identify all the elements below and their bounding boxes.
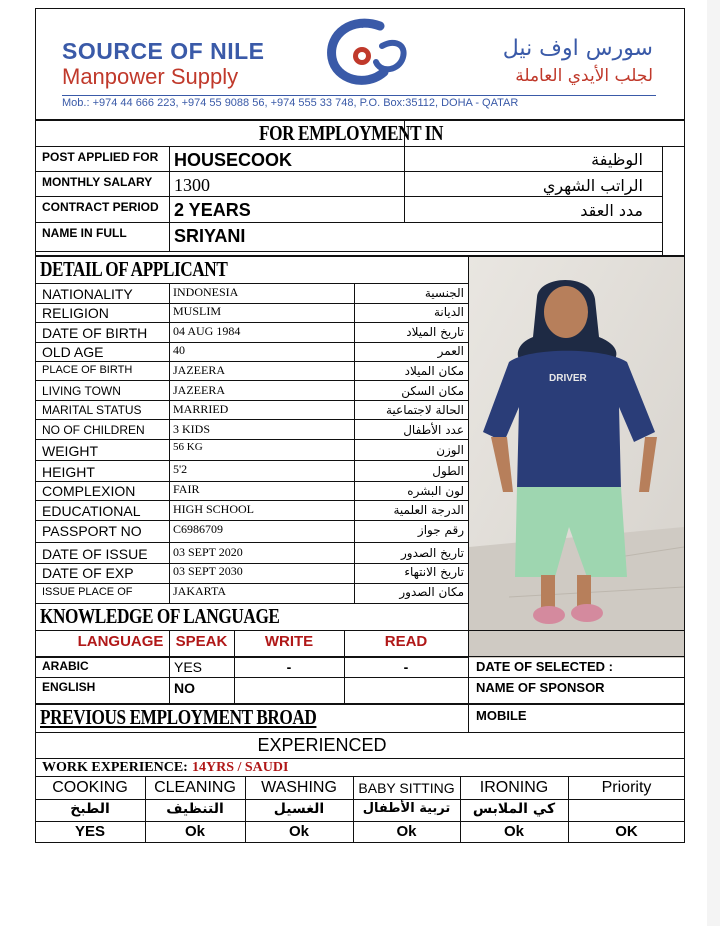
row-rule bbox=[35, 481, 468, 482]
contract-period-value: 2 YEARS bbox=[174, 200, 251, 220]
religion-label: RELIGION bbox=[42, 305, 109, 321]
write-col-header: WRITE bbox=[264, 633, 314, 650]
education-value: HIGH SCHOOL bbox=[173, 502, 254, 516]
row-rule bbox=[35, 400, 468, 401]
full-name-value: SRIYANI bbox=[174, 226, 246, 246]
skill-row-rule bbox=[35, 821, 685, 822]
row-rule bbox=[35, 583, 468, 584]
nationality-label: NATIONALITY bbox=[42, 286, 133, 302]
applicant-title: DETAIL OF APPLICANT bbox=[40, 257, 228, 281]
language-col-header: LANGUAGE bbox=[77, 633, 164, 650]
ironing-label: IRONING bbox=[479, 779, 549, 796]
header-divider bbox=[62, 95, 656, 96]
cleaning-ar: التنظيف bbox=[166, 801, 224, 817]
marital-status-label: MARITAL STATUS bbox=[42, 403, 142, 417]
ironing-ar: كي الملابس bbox=[472, 801, 556, 817]
education-ar: الدرجة العلمية bbox=[393, 503, 464, 517]
age-value: 40 bbox=[173, 343, 185, 357]
complexion-label: COMPLEXION bbox=[42, 483, 136, 499]
nationality-value: INDONESIA bbox=[173, 285, 239, 299]
language-english: ENGLISH bbox=[42, 680, 96, 694]
post-applied-value: HOUSECOOK bbox=[174, 150, 293, 170]
contract-period-label: CONTRACT PERIOD bbox=[42, 200, 159, 214]
prev-rule bbox=[35, 732, 685, 733]
row-rule bbox=[35, 342, 468, 343]
mobile-divider bbox=[468, 704, 469, 732]
language-title: KNOWLEDGE OF LANGUAGE bbox=[40, 604, 280, 628]
employment-row-rule bbox=[35, 171, 662, 172]
speak-col-header: SPEAK bbox=[175, 633, 228, 650]
washing-ar: الغسيل bbox=[273, 801, 325, 817]
washing-value: Ok bbox=[288, 823, 309, 840]
weight-value: 56 KG bbox=[173, 441, 203, 453]
employment-col-rule-2 bbox=[404, 121, 405, 223]
row-rule bbox=[35, 322, 468, 323]
issue-place-label: ISSUE PLACE OF bbox=[42, 586, 133, 598]
dob-ar: تاريخ الميلاد bbox=[406, 325, 464, 339]
ironing-value: Ok bbox=[503, 823, 524, 840]
prev-rule bbox=[35, 758, 685, 759]
contract-period-ar: مدد العقد bbox=[580, 201, 643, 220]
monthly-salary-value: 1300 bbox=[174, 175, 210, 195]
row-rule bbox=[35, 303, 468, 304]
contact-line: Mob.: +974 44 666 223, +974 55 9088 56, +974 555 33 748, P.O. Box:35112, DOHA - QATAR bbox=[62, 97, 519, 109]
applicant-col-rule-2 bbox=[354, 283, 355, 603]
mobile-label: MOBILE bbox=[476, 708, 527, 723]
applicant-photo bbox=[469, 257, 684, 658]
work-experience-label: WORK EXPERIENCE: bbox=[42, 760, 188, 775]
monthly-salary-label: MONTHLY SALARY bbox=[42, 175, 153, 189]
washing-label: WASHING bbox=[261, 779, 337, 796]
english-speak: NO bbox=[174, 680, 195, 696]
full-name-label: NAME IN FULL bbox=[42, 226, 127, 240]
arabic-speak: YES bbox=[174, 659, 203, 675]
priority-label: Priority bbox=[601, 779, 652, 796]
complexion-ar: لون البشره bbox=[407, 484, 464, 498]
issue-date-ar: تاريخ الصدور bbox=[401, 546, 464, 560]
row-rule bbox=[35, 419, 468, 420]
children-ar: عدد الأطفال bbox=[403, 423, 464, 437]
cooking-label: COOKING bbox=[52, 779, 128, 796]
place-of-birth-value: JAZEERA bbox=[173, 363, 225, 377]
cleaning-label: CLEANING bbox=[154, 779, 236, 796]
row-rule bbox=[35, 520, 468, 521]
applicant-col-rule bbox=[169, 283, 170, 603]
monthly-salary-ar: الراتب الشهري bbox=[542, 176, 643, 195]
issue-place-value: JAKARTA bbox=[173, 584, 226, 598]
company-tagline-en: Manpower Supply bbox=[62, 64, 239, 89]
employment-row-rule bbox=[35, 251, 662, 252]
place-of-birth-ar: مكان الميلاد bbox=[404, 364, 464, 378]
cooking-value: YES bbox=[74, 823, 105, 840]
experienced-label: EXPERIENCED bbox=[257, 735, 387, 755]
sponsor-name-label: NAME OF SPONSOR bbox=[476, 680, 605, 695]
company-name-en: SOURCE OF NILE bbox=[62, 38, 265, 64]
company-tagline-ar: لجلب الأيدي العاملة bbox=[515, 66, 653, 86]
post-applied-label: POST APPLIED FOR bbox=[42, 150, 159, 164]
post-applied-ar: الوظيفة bbox=[591, 150, 643, 169]
weight-ar: الوزن bbox=[436, 443, 464, 457]
prev-rule bbox=[35, 776, 685, 777]
row-rule bbox=[35, 361, 468, 362]
weight-label: WEIGHT bbox=[42, 443, 98, 459]
employment-right-rule bbox=[662, 146, 663, 256]
place-of-birth-label: PLACE OF BIRTH bbox=[42, 364, 133, 376]
expiry-date-value: 03 SEPT 2030 bbox=[173, 564, 243, 578]
issue-date-value: 03 SEPT 2020 bbox=[173, 545, 243, 559]
complexion-value: FAIR bbox=[173, 482, 200, 496]
lang-row-rule bbox=[35, 656, 685, 657]
employment-row-rule bbox=[35, 222, 662, 223]
arabic-write: - bbox=[286, 659, 292, 675]
shirt-print: DRIVER bbox=[549, 373, 587, 384]
religion-ar: الديانة bbox=[433, 305, 464, 319]
row-rule bbox=[35, 563, 468, 564]
row-rule bbox=[35, 542, 468, 543]
passport-ar: رقم جواز bbox=[417, 523, 464, 537]
employment-title: FOR EMPLOYMENT IN bbox=[259, 121, 444, 145]
education-label: EDUCATIONAL bbox=[42, 503, 141, 519]
employment-col-rule bbox=[169, 146, 170, 251]
marital-status-value: MARRIED bbox=[173, 402, 229, 416]
lang-row-rule bbox=[35, 677, 685, 678]
issue-date-label: DATE OF ISSUE bbox=[42, 546, 148, 562]
children-value: 3 KIDS bbox=[173, 422, 211, 436]
living-town-label: LIVING TOWN bbox=[42, 384, 121, 398]
applicant-title-rule bbox=[35, 283, 468, 284]
expiry-date-label: DATE OF EXP bbox=[42, 565, 134, 581]
living-town-value: JAZEERA bbox=[173, 383, 225, 397]
date-selected-label: DATE OF SELECTED : bbox=[476, 659, 613, 674]
row-rule bbox=[35, 500, 468, 501]
employment-row-rule bbox=[35, 196, 662, 197]
skill-row-rule bbox=[35, 799, 685, 800]
priority-value: OK bbox=[615, 823, 638, 840]
passport-label: PASSPORT NO bbox=[42, 523, 142, 539]
passport-value: C6986709 bbox=[173, 522, 224, 536]
swirl-logo-icon bbox=[322, 16, 412, 92]
baby-sitting-ar: تربية الأطفال bbox=[362, 801, 451, 816]
marital-status-ar: الحالة لاجتماعية bbox=[386, 403, 464, 417]
nationality-ar: الجنسية bbox=[424, 286, 464, 300]
baby-sitting-label: BABY SITTING bbox=[358, 780, 455, 796]
age-label: OLD AGE bbox=[42, 344, 104, 360]
read-col-header: READ bbox=[384, 633, 428, 650]
row-rule bbox=[35, 380, 468, 381]
children-label: NO OF CHILDREN bbox=[42, 423, 145, 437]
expiry-date-ar: تاريخ الانتهاء bbox=[404, 565, 464, 579]
row-rule bbox=[35, 439, 468, 440]
row-rule bbox=[35, 460, 468, 461]
religion-value: MUSLIM bbox=[173, 304, 222, 318]
employment-title-rule bbox=[35, 146, 685, 147]
company-name-ar: سورس اوف نيل bbox=[502, 36, 653, 61]
height-label: HEIGHT bbox=[42, 464, 95, 480]
work-experience-value: 14YRS / SAUDI bbox=[192, 760, 289, 775]
arabic-read: - bbox=[403, 659, 409, 675]
dob-label: DATE OF BIRTH bbox=[42, 325, 148, 341]
cooking-ar: الطبخ bbox=[70, 801, 110, 817]
living-town-ar: مكان السكن bbox=[401, 384, 464, 398]
lang-col-rule bbox=[468, 630, 469, 704]
language-arabic: ARABIC bbox=[42, 659, 89, 673]
issue-place-ar: مكان الصدور bbox=[399, 585, 464, 599]
cleaning-value: Ok bbox=[184, 823, 205, 840]
dob-value: 04 AUG 1984 bbox=[173, 324, 241, 338]
previous-title: PREVIOUS EMPLOYMENT BROAD bbox=[40, 705, 317, 729]
height-ar: الطول bbox=[432, 464, 464, 478]
baby-sitting-value: Ok bbox=[396, 823, 417, 840]
height-value: 5'2 bbox=[173, 462, 188, 476]
age-ar: العمر bbox=[437, 344, 464, 358]
